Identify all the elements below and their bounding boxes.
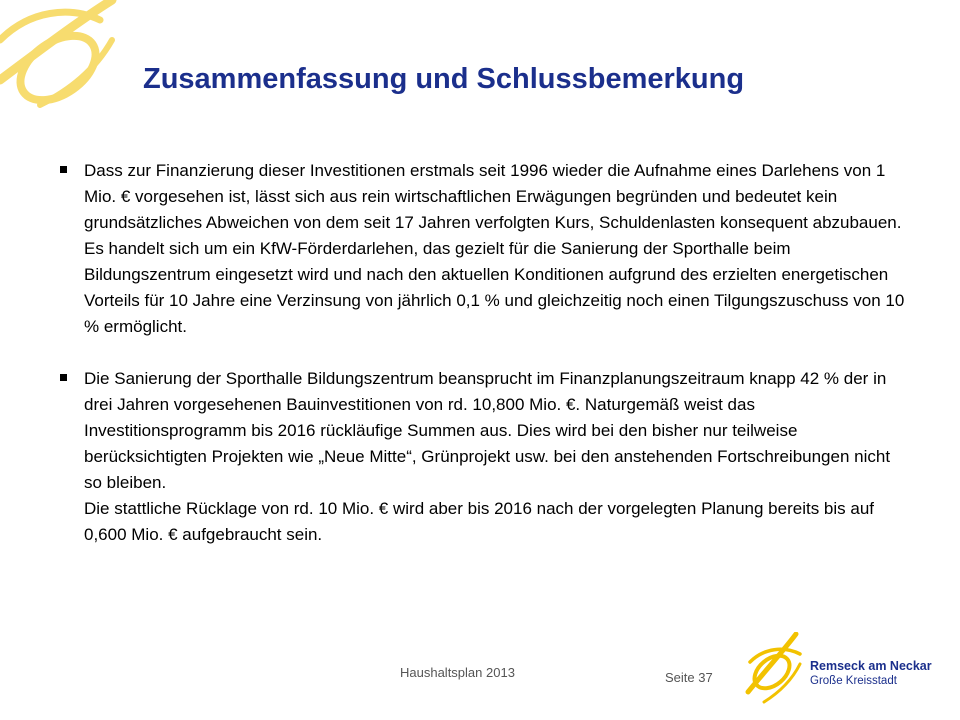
square-bullet-icon [60, 374, 67, 381]
brand-block [744, 632, 944, 712]
slide-title: Zusammenfassung und Schlussbemerkung [143, 63, 745, 95]
footer-title: Haushaltsplan 2013 [400, 665, 515, 680]
bullet-item [58, 158, 908, 340]
bullet-paragraph: Die stattliche Rücklage von rd. 10 Mio. € wird aber bis 2016 nach der vorgelegten Planung bereits bis auf 0,600 Mio. € aufgebraucht sein. [84, 499, 875, 544]
page-number: Seite 37 [665, 670, 713, 685]
bullet-paragraph: Es handelt sich um ein KfW-Förderdarlehen, das gezielt für die Sanierung der Sporthalle beim Bildungszentrum eingesetzt wird und nach den aktuellen Konditionen aufgrund des erzielten energetischen Vorteils für 10 Jahre eine Verzinsung von jährlich 0,1 % und gleichzeitig noch einen Tilgungszuschuss von 10 % ermöglicht. [84, 239, 905, 336]
bullet-item [58, 366, 908, 548]
bullet-paragraph: Dass zur Finanzierung dieser Investitionen erstmals seit 1996 wieder die Aufnahme eines Darlehens von 1 Mio. € vorgesehen ist, lässt sich aus rein wirtschaftlichen Erwägungen begründen und bedeutet kein grundsätzliches Abweichen von dem seit 17 Jahren verfolgten Kurs, Schuldenlasten konsequent abzubauen. [84, 161, 902, 232]
yellow-swirl-icon [0, 0, 150, 130]
brand-subtitle: Große Kreisstadt [810, 675, 897, 687]
remseck-logo-icon [744, 632, 806, 708]
square-bullet-icon [60, 166, 67, 173]
bullet-list [58, 158, 908, 574]
brand-name: Remseck am Neckar [810, 659, 932, 673]
bullet-paragraph: Die Sanierung der Sporthalle Bildungszentrum beansprucht im Finanzplanungszeitraum knapp 42 % der in drei Jahren vorgesehenen Bauinvestitionen von rd. 10,800 Mio. €. Naturgemäß weist das Investitionsprogramm bis 2016 rückläufige Summen aus. Dies wird bei den bisher nur teilweise berücksichtigten Projekten wie „Neue Mitte“, Grünprojekt usw. bei den anstehenden Fortschreibungen nicht so bleiben. [84, 369, 891, 492]
